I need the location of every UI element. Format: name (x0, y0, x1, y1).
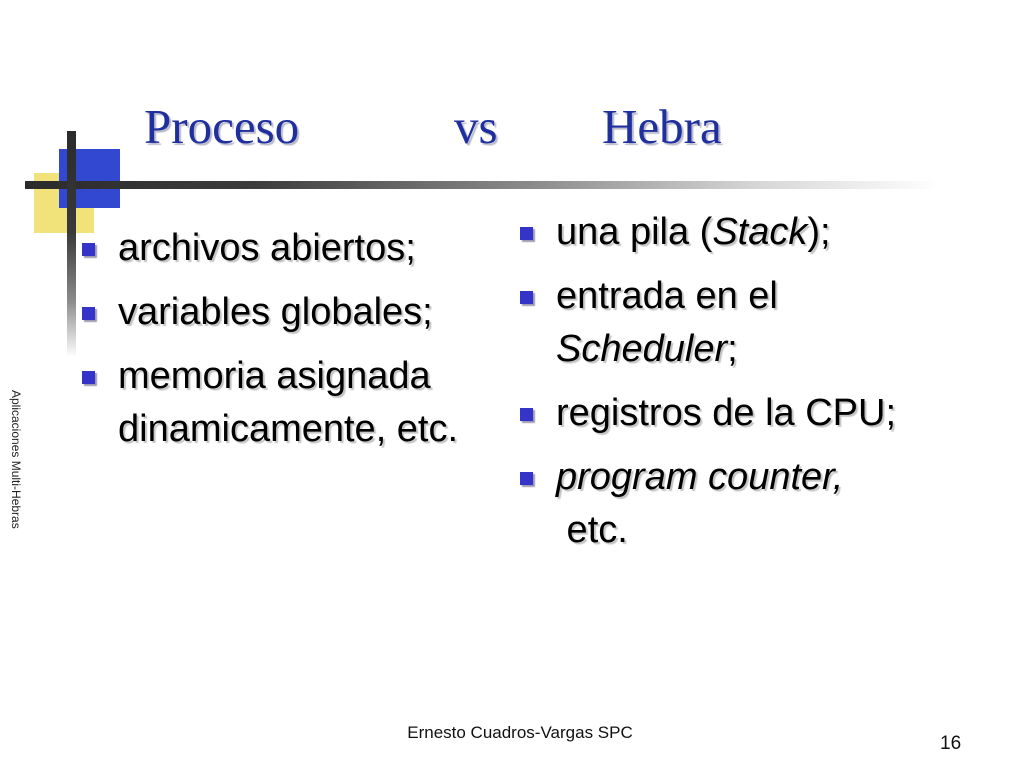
title-underline-bar (25, 181, 940, 189)
list-item-text: archivos abiertos; (118, 227, 416, 269)
list-item-text: program counter, etc. (556, 456, 844, 551)
logo-vertical-bar (67, 131, 76, 357)
list-item-text: registros de la CPU; (556, 392, 897, 434)
list-item-text: una pila (Stack); (556, 211, 831, 253)
bullet-square-icon (520, 408, 533, 421)
list-item (118, 350, 508, 456)
list-item (556, 387, 996, 440)
slide-title (144, 98, 784, 160)
side-label: Aplicaciones Multi-Hebras (9, 390, 23, 529)
list-item (118, 222, 508, 275)
list-item-text: memoria asignada dinamicamente, etc. (118, 355, 459, 450)
page-number: 16 (940, 733, 962, 754)
thread-list (556, 206, 996, 568)
list-item (556, 451, 996, 557)
list-item (556, 206, 996, 259)
bullet-square-icon (82, 243, 95, 256)
bullet-square-icon (520, 291, 533, 304)
process-list (118, 222, 508, 467)
footer-author: Ernesto Cuadros-Vargas SPC (407, 723, 633, 742)
bullet-square-icon (82, 307, 95, 320)
title-word-proceso: Proceso (144, 99, 300, 154)
list-item (556, 270, 996, 376)
bullet-square-icon (520, 472, 533, 485)
bullet-square-icon (82, 371, 95, 384)
bullet-square-icon (520, 227, 533, 240)
list-item (118, 286, 508, 339)
list-item-text: variables globales; (118, 291, 433, 333)
title-word-hebra: Hebra (602, 99, 722, 154)
list-item-text: entrada en el Scheduler; (556, 275, 778, 370)
title-word-vs: vs (454, 99, 498, 154)
